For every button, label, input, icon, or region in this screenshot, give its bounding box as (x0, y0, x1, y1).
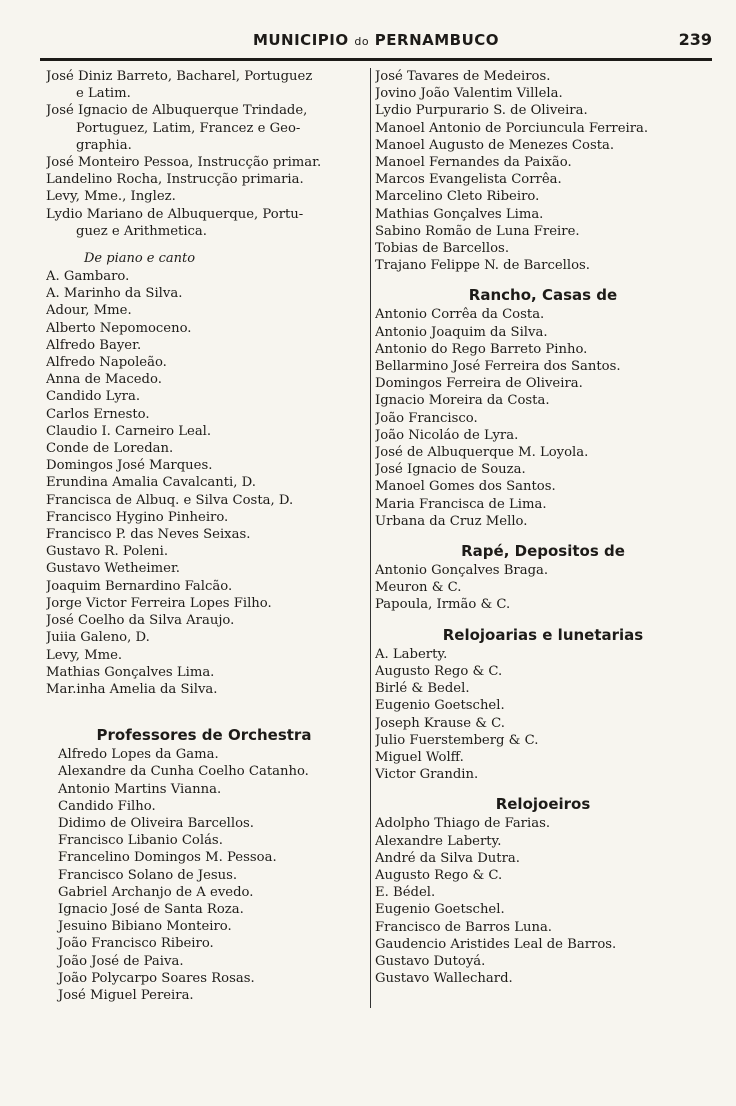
list-item: Domingos Ferreira de Oliveira. (375, 376, 583, 392)
list-item: Francisco Solano de Jesus. (58, 867, 238, 883)
list-item: Gustavo Dutoyá. (375, 953, 486, 969)
list-item: Manoel Antonio de Porciuncula Ferreira. (375, 120, 649, 136)
list-item: Erundina Amalia Cavalcanti, D. (46, 475, 256, 491)
list-item: José Ignacio de Albuquerque Trindade, (46, 103, 308, 119)
list-item: Lydio Purpurario S. de Oliveira. (375, 103, 588, 119)
spacer (375, 783, 711, 793)
list-item: Marcelino Cleto Ribeiro. (375, 189, 540, 205)
list-item: Marcos Evangelista Corrêa. (375, 172, 562, 188)
list-item: Alfredo Lopes da Gama. (58, 747, 219, 763)
list-item: A. Laberty. (375, 646, 448, 662)
spacer (375, 274, 711, 284)
list-item: Levy, Mme., Inglez. (46, 189, 176, 205)
list-item: Antonio Martins Vianna. (58, 781, 222, 797)
title-word-pernambuco: PERNAMBUCO (374, 31, 500, 49)
list-item: José Miguel Pereira. (58, 987, 194, 1003)
spacer (46, 698, 362, 724)
list-item: Francisco Hygino Pinheiro. (46, 509, 229, 525)
left-column (46, 68, 362, 1004)
list-item: Bellarmino José Ferreira dos Santos. (375, 359, 621, 375)
section-heading-relojoarias: Relojoarias e lunetarias (442, 625, 644, 644)
list-item: Gabriel Archanjo de A evedo. (58, 884, 254, 900)
list-item: Juiia Galeno, D. (46, 630, 150, 646)
list-item: Miguel Wolff. (375, 749, 464, 765)
list-item: Alfredo Bayer. (46, 337, 142, 353)
section-heading-rape: Rapé, Depositos de (461, 542, 625, 561)
relojoeiros-entries (375, 815, 711, 987)
list-item: Joaquim Bernardino Falcão. (46, 578, 233, 594)
list-item: Ignacio José de Santa Roza. (58, 901, 244, 917)
list-item: Victor Grandin. (375, 767, 479, 783)
list-item: Didimo de Oliveira Barcellos. (58, 815, 254, 831)
title-word-do: do (354, 35, 370, 48)
list-item: Carlos Ernesto. (46, 406, 150, 422)
list-item: Augusto Rego & C. (375, 663, 503, 679)
list-item: João José de Paiva. (58, 953, 184, 969)
list-item: Francelino Domingos M. Pessoa. (58, 850, 277, 866)
list-item: A. Gambaro. (46, 269, 130, 285)
list-item: Eugenio Goetschel. (375, 698, 505, 714)
list-item: José Tavares de Medeiros. (375, 69, 551, 84)
list-item: Levy, Mme. (46, 647, 123, 663)
list-item: Francisco de Barros Luna. (375, 919, 552, 935)
rancho-entries (375, 306, 711, 530)
running-title (40, 31, 712, 49)
page-number: 239 (678, 30, 712, 49)
list-item: José Coelho da Silva Araujo. (46, 613, 235, 629)
list-item: Tobias de Barcellos. (375, 241, 510, 257)
list-item: Meuron & C. (375, 580, 462, 596)
list-item: Gustavo Wallechard. (375, 971, 513, 987)
list-item: Manoel Fernandes da Paixão. (375, 155, 572, 171)
list-item: Joseph Krause & C. (375, 715, 505, 731)
list-item: Birlé & Bedel. (375, 681, 470, 697)
list-item: João Francisco. (375, 410, 478, 426)
section-heading-orchestra: Professores de Orchestra (96, 726, 312, 745)
list-item: André da Silva Dutra. (375, 850, 520, 866)
section-heading-rancho: Rancho, Casas de (468, 286, 618, 305)
list-item: Anna de Macedo. (46, 372, 162, 388)
list-item: E. Bédel. (375, 885, 436, 901)
list-item: Manoel Augusto de Menezes Costa. (375, 137, 615, 153)
list-item: Antonio Gonçalves Braga. (375, 563, 549, 579)
list-item-continuation: Portuguez, Latim, Francez e Geo- (76, 120, 301, 136)
list-item: Francisca de Albuq. e Silva Costa, D. (46, 492, 294, 508)
list-item: Manoel Gomes dos Santos. (375, 479, 556, 495)
list-item: Francisco Libanio Colás. (58, 833, 223, 849)
list-item: Augusto Rego & C. (375, 867, 503, 883)
list-item: Adolpho Thiago de Farias. (375, 816, 551, 832)
list-item: Trajano Felippe N. de Barcellos. (375, 258, 590, 274)
section-heading-relojoeiros: Relojoeiros (495, 795, 591, 814)
list-item: Alfredo Napoleão. (46, 355, 167, 371)
list-item: Landelino Rocha, Instrucção primaria. (46, 172, 304, 188)
rape-entries (375, 562, 711, 614)
list-item: Gaudencio Aristides Leal de Barros. (375, 936, 617, 952)
list-item: José de Albuquerque M. Loyola. (375, 445, 589, 461)
list-item: Gustavo Wetheimer. (46, 561, 180, 577)
list-item: Lydio Mariano de Albuquerque, Portu- (46, 206, 304, 222)
list-item: Alexandre Laberty. (375, 833, 502, 849)
list-item: Julio Fuerstemberg & C. (375, 732, 539, 748)
list-item: Mar.inha Amelia da Silva. (46, 681, 218, 697)
list-item: José Ignacio de Souza. (375, 462, 526, 478)
list-item: Mathias Gonçalves Lima. (375, 206, 544, 222)
list-item: Gustavo R. Poleni. (46, 544, 169, 560)
list-item: José Monteiro Pessoa, Instrucção primar. (46, 155, 322, 171)
list-item: João Francisco Ribeiro. (58, 936, 214, 952)
list-item: Adour, Mme. (46, 303, 132, 319)
list-item-continuation: graphia. (76, 137, 132, 153)
spacer (46, 240, 362, 250)
left-top-entries (46, 68, 362, 240)
list-item: Domingos José Marques. (46, 458, 213, 474)
list-item: Antonio Corrêa da Costa. (375, 307, 545, 323)
list-item: Ignacio Moreira da Costa. (375, 393, 550, 409)
list-item: Candido Lyra. (46, 389, 141, 405)
list-item: Conde de Loredan. (46, 441, 174, 457)
orchestra-entries (46, 746, 362, 1004)
spacer (375, 614, 711, 624)
list-item: João Polycarpo Soares Rosas. (58, 970, 255, 986)
list-item: Alexandre da Cunha Coelho Catanho. (58, 764, 309, 780)
title-word-municipio: MUNICIPIO (252, 31, 349, 49)
list-item: Claudio I. Carneiro Leal. (46, 423, 212, 439)
list-item: Mathias Gonçalves Lima. (46, 664, 215, 680)
list-item: João Nicoláo de Lyra. (375, 427, 519, 443)
list-item: Jesuino Bibiano Monteiro. (58, 919, 232, 935)
list-item: Papoula, Irmão & C. (375, 597, 511, 613)
list-item-continuation: e Latim. (76, 86, 131, 102)
list-item: Urbana da Cruz Mello. (375, 513, 528, 529)
list-item: Maria Francisca de Lima. (375, 496, 547, 512)
list-item: José Diniz Barreto, Bacharel, Portuguez (46, 69, 313, 84)
right-column (370, 68, 711, 1008)
list-item: A. Marinho da Silva. (46, 286, 183, 302)
list-item-continuation: guez e Arithmetica. (76, 223, 207, 239)
list-item: Candido Filho. (58, 798, 156, 814)
list-item: Francisco P. das Neves Seixas. (46, 527, 251, 543)
list-item: Eugenio Goetschel. (375, 902, 505, 918)
list-item: Jorge Victor Ferreira Lopes Filho. (46, 595, 272, 611)
spacer (375, 530, 711, 540)
list-item: Sabino Romão de Luna Freire. (375, 223, 580, 239)
piano-entries (46, 268, 362, 698)
page-header (40, 28, 712, 61)
list-item: Antonio do Rego Barreto Pinho. (375, 341, 588, 357)
right-top-entries (375, 68, 711, 274)
list-item: Jovino João Valentim Villela. (375, 86, 563, 102)
relojoarias-entries (375, 646, 711, 784)
list-item: Alberto Nepomoceno. (46, 320, 192, 336)
list-item: Antonio Joaquim da Silva. (375, 324, 548, 340)
section-subheading-piano: De piano e canto (84, 251, 196, 267)
